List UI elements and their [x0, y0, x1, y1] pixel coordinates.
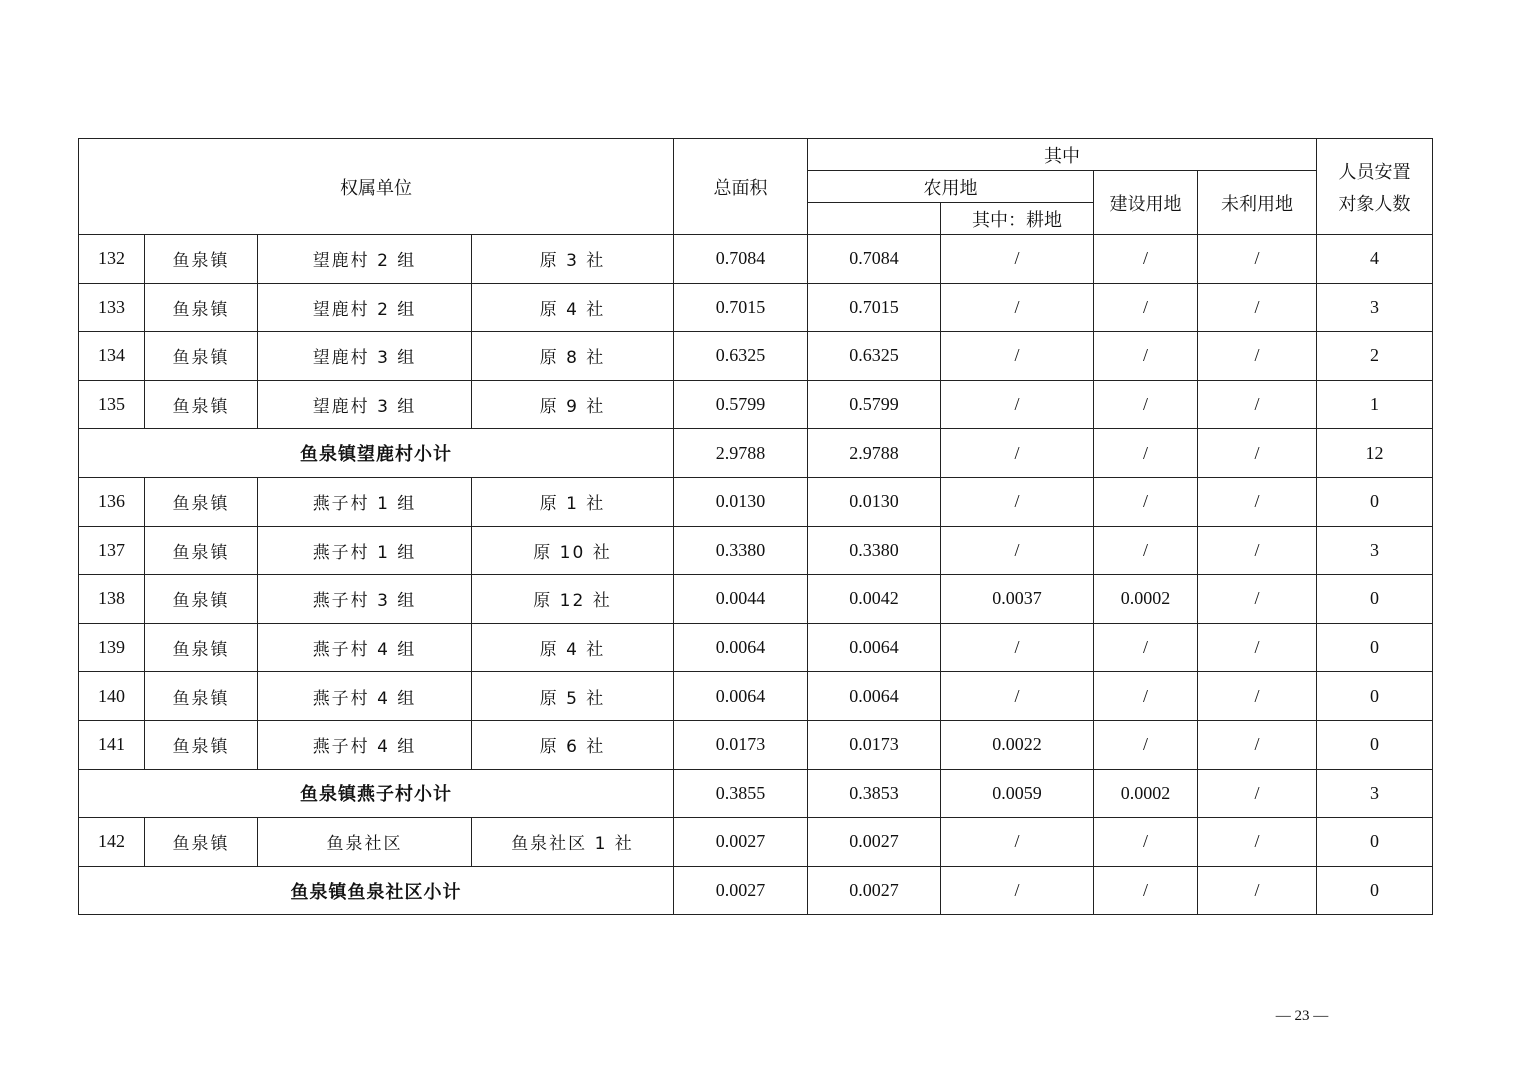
agri-land-cell: 0.5799 — [808, 380, 941, 429]
construction-land-cell: 0.0002 — [1094, 769, 1198, 818]
resettle-count-cell: 3 — [1317, 526, 1433, 575]
agri-land-cell: 0.0173 — [808, 720, 941, 769]
unused-land-cell: / — [1198, 283, 1317, 332]
resettle-count-cell: 12 — [1317, 429, 1433, 478]
page-number: — 23 — — [1275, 1008, 1329, 1024]
construction-land-cell: / — [1094, 380, 1198, 429]
total-area-cell: 0.7084 — [674, 235, 808, 284]
resettle-count-cell: 4 — [1317, 235, 1433, 284]
town-cell: 鱼泉镇 — [145, 575, 258, 624]
header-arable: 其中：耕地 — [941, 203, 1094, 235]
resettle-count-cell: 0 — [1317, 720, 1433, 769]
arable-land-cell: / — [941, 283, 1094, 332]
arable-land-cell: / — [941, 672, 1094, 721]
unused-land-cell: / — [1198, 623, 1317, 672]
agri-land-cell: 2.9788 — [808, 429, 941, 478]
town-cell: 鱼泉镇 — [145, 235, 258, 284]
total-area-cell: 0.0064 — [674, 623, 808, 672]
total-area-cell: 0.3380 — [674, 526, 808, 575]
agri-land-cell: 0.0130 — [808, 477, 941, 526]
table-row — [79, 672, 1433, 721]
town-cell: 鱼泉镇 — [145, 332, 258, 381]
town-cell: 鱼泉镇 — [145, 818, 258, 867]
construction-land-cell: / — [1094, 332, 1198, 381]
resettle-count-cell: 3 — [1317, 283, 1433, 332]
agri-land-cell: 0.0064 — [808, 672, 941, 721]
resettle-count-cell: 0 — [1317, 623, 1433, 672]
resettle-count-cell: 1 — [1317, 380, 1433, 429]
table-body — [79, 235, 1433, 915]
row-number: 136 — [79, 477, 145, 526]
construction-land-cell: / — [1094, 720, 1198, 769]
town-cell: 鱼泉镇 — [145, 380, 258, 429]
original-society-cell: 原 4 社 — [472, 283, 674, 332]
subtotal-row — [79, 769, 1433, 818]
resettle-count-cell: 0 — [1317, 866, 1433, 915]
unused-land-cell: / — [1198, 429, 1317, 478]
construction-land-cell: / — [1094, 283, 1198, 332]
construction-land-cell: / — [1094, 429, 1198, 478]
table-row — [79, 235, 1433, 284]
original-society-cell: 原 1 社 — [472, 477, 674, 526]
arable-land-cell: 0.0022 — [941, 720, 1094, 769]
header-owner-unit: 权属单位 — [79, 139, 674, 235]
header-resettle-line1: 人员安置 — [1338, 161, 1411, 183]
town-cell: 鱼泉镇 — [145, 623, 258, 672]
row-number: 139 — [79, 623, 145, 672]
row-number: 133 — [79, 283, 145, 332]
total-area-cell: 0.0173 — [674, 720, 808, 769]
agri-land-cell: 0.0042 — [808, 575, 941, 624]
header-construction-land: 建设用地 — [1094, 171, 1198, 235]
table-row — [79, 575, 1433, 624]
header-resettle-count — [1317, 139, 1433, 235]
table-row — [79, 380, 1433, 429]
construction-land-cell: / — [1094, 866, 1198, 915]
agri-land-cell: 0.6325 — [808, 332, 941, 381]
row-number: 140 — [79, 672, 145, 721]
village-cell: 鱼泉社区 — [258, 818, 472, 867]
unused-land-cell: / — [1198, 477, 1317, 526]
town-cell: 鱼泉镇 — [145, 720, 258, 769]
arable-land-cell: / — [941, 235, 1094, 284]
arable-land-cell: / — [941, 332, 1094, 381]
land-table — [78, 138, 1433, 915]
resettle-count-cell: 0 — [1317, 477, 1433, 526]
header-agri-land: 农用地 — [808, 171, 1094, 203]
village-cell: 燕子村 1 组 — [258, 477, 472, 526]
village-cell: 燕子村 1 组 — [258, 526, 472, 575]
town-cell: 鱼泉镇 — [145, 477, 258, 526]
original-society-cell: 原 10 社 — [472, 526, 674, 575]
village-cell: 燕子村 4 组 — [258, 720, 472, 769]
town-cell: 鱼泉镇 — [145, 283, 258, 332]
original-society-cell: 原 4 社 — [472, 623, 674, 672]
arable-land-cell: / — [941, 429, 1094, 478]
total-area-cell: 0.0027 — [674, 866, 808, 915]
arable-land-cell: / — [941, 526, 1094, 575]
village-cell: 望鹿村 2 组 — [258, 283, 472, 332]
subtotal-row — [79, 429, 1433, 478]
arable-land-cell: / — [941, 623, 1094, 672]
town-cell: 鱼泉镇 — [145, 526, 258, 575]
arable-land-cell: / — [941, 866, 1094, 915]
village-cell: 望鹿村 3 组 — [258, 332, 472, 381]
unused-land-cell: / — [1198, 720, 1317, 769]
village-cell: 望鹿村 3 组 — [258, 380, 472, 429]
unused-land-cell: / — [1198, 818, 1317, 867]
table-header — [79, 139, 1433, 235]
row-number: 142 — [79, 818, 145, 867]
arable-land-cell: / — [941, 818, 1094, 867]
table-row — [79, 526, 1433, 575]
arable-land-cell: 0.0037 — [941, 575, 1094, 624]
table-row — [79, 477, 1433, 526]
table-row — [79, 332, 1433, 381]
arable-land-cell: 0.0059 — [941, 769, 1094, 818]
total-area-cell: 0.0044 — [674, 575, 808, 624]
header-of-which: 其中 — [808, 139, 1317, 171]
header-agri-blank — [808, 203, 941, 235]
construction-land-cell: 0.0002 — [1094, 575, 1198, 624]
total-area-cell: 2.9788 — [674, 429, 808, 478]
row-number: 141 — [79, 720, 145, 769]
agri-land-cell: 0.7015 — [808, 283, 941, 332]
subtotal-row — [79, 866, 1433, 915]
row-number: 132 — [79, 235, 145, 284]
agri-land-cell: 0.0027 — [808, 818, 941, 867]
total-area-cell: 0.6325 — [674, 332, 808, 381]
table-row — [79, 818, 1433, 867]
agri-land-cell: 0.0064 — [808, 623, 941, 672]
header-unused-land: 未利用地 — [1198, 171, 1317, 235]
agri-land-cell: 0.7084 — [808, 235, 941, 284]
unused-land-cell: / — [1198, 332, 1317, 381]
construction-land-cell: / — [1094, 526, 1198, 575]
subtotal-label: 鱼泉镇望鹿村小计 — [79, 429, 674, 478]
original-society-cell: 鱼泉社区 1 社 — [472, 818, 674, 867]
unused-land-cell: / — [1198, 380, 1317, 429]
resettle-count-cell: 3 — [1317, 769, 1433, 818]
resettle-count-cell: 0 — [1317, 672, 1433, 721]
table-row — [79, 623, 1433, 672]
village-cell: 燕子村 3 组 — [258, 575, 472, 624]
total-area-cell: 0.0130 — [674, 477, 808, 526]
unused-land-cell: / — [1198, 866, 1317, 915]
total-area-cell: 0.7015 — [674, 283, 808, 332]
original-society-cell: 原 12 社 — [472, 575, 674, 624]
header-total-area: 总面积 — [674, 139, 808, 235]
unused-land-cell: / — [1198, 575, 1317, 624]
subtotal-label: 鱼泉镇燕子村小计 — [79, 769, 674, 818]
header-resettle-line2: 对象人数 — [1338, 193, 1411, 215]
table-row — [79, 720, 1433, 769]
arable-land-cell: / — [941, 380, 1094, 429]
construction-land-cell: / — [1094, 623, 1198, 672]
row-number: 137 — [79, 526, 145, 575]
village-cell: 燕子村 4 组 — [258, 672, 472, 721]
agri-land-cell: 0.0027 — [808, 866, 941, 915]
original-society-cell: 原 8 社 — [472, 332, 674, 381]
total-area-cell: 0.3855 — [674, 769, 808, 818]
construction-land-cell: / — [1094, 672, 1198, 721]
arable-land-cell: / — [941, 477, 1094, 526]
subtotal-label: 鱼泉镇鱼泉社区小计 — [79, 866, 674, 915]
village-cell: 望鹿村 2 组 — [258, 235, 472, 284]
original-society-cell: 原 6 社 — [472, 720, 674, 769]
town-cell: 鱼泉镇 — [145, 672, 258, 721]
total-area-cell: 0.0027 — [674, 818, 808, 867]
resettle-count-cell: 0 — [1317, 575, 1433, 624]
construction-land-cell: / — [1094, 477, 1198, 526]
construction-land-cell: / — [1094, 818, 1198, 867]
total-area-cell: 0.5799 — [674, 380, 808, 429]
village-cell: 燕子村 4 组 — [258, 623, 472, 672]
resettle-count-cell: 2 — [1317, 332, 1433, 381]
original-society-cell: 原 9 社 — [472, 380, 674, 429]
unused-land-cell: / — [1198, 526, 1317, 575]
unused-land-cell: / — [1198, 769, 1317, 818]
construction-land-cell: / — [1094, 235, 1198, 284]
unused-land-cell: / — [1198, 672, 1317, 721]
row-number: 138 — [79, 575, 145, 624]
table-row — [79, 283, 1433, 332]
row-number: 135 — [79, 380, 145, 429]
agri-land-cell: 0.3853 — [808, 769, 941, 818]
row-number: 134 — [79, 332, 145, 381]
original-society-cell: 原 5 社 — [472, 672, 674, 721]
original-society-cell: 原 3 社 — [472, 235, 674, 284]
unused-land-cell: / — [1198, 235, 1317, 284]
resettle-count-cell: 0 — [1317, 818, 1433, 867]
agri-land-cell: 0.3380 — [808, 526, 941, 575]
total-area-cell: 0.0064 — [674, 672, 808, 721]
